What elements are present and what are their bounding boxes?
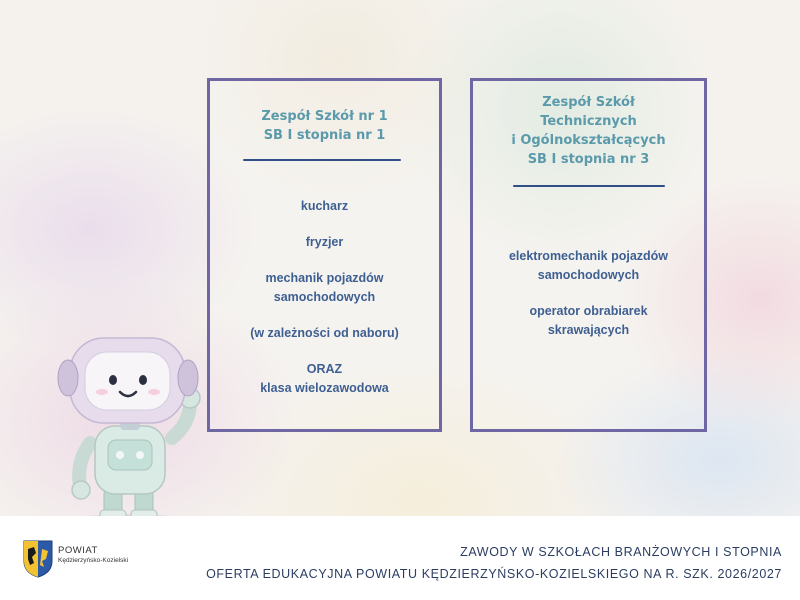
- profession-list-right: [473, 247, 704, 357]
- profession-item: [473, 247, 704, 285]
- footer-subheading: OFERTA EDUKACYJNA POWIATU KĘDZIERZYŃSKO-KOZIELSKIEGO NA R. SZK. 2026/2027: [206, 567, 782, 581]
- county-coat-of-arms-icon: [22, 539, 54, 579]
- profession-text: samochodowych: [273, 290, 376, 304]
- school-name-line: i Ogólnokształcących: [511, 133, 666, 148]
- profession-text: (w zależności od naboru): [250, 326, 399, 340]
- profession-text: ORAZ: [306, 362, 343, 376]
- profession-item: [210, 233, 439, 252]
- logo-title: POWIAT: [58, 545, 98, 556]
- profession-item: [210, 269, 439, 307]
- profession-item: [473, 302, 704, 340]
- school-name-left: [210, 107, 439, 145]
- profession-text: samochodowych: [537, 268, 640, 282]
- school-name-line: Zespół Szkół nr 1: [261, 109, 388, 124]
- profession-text: skrawających: [547, 323, 630, 337]
- brush-divider: [513, 185, 665, 187]
- profession-note: [210, 324, 439, 343]
- school-panel-left: [207, 78, 442, 432]
- profession-text: elektromechanik pojazdów: [508, 249, 669, 263]
- profession-text: mechanik pojazdów: [265, 271, 384, 285]
- brush-divider: [243, 159, 401, 161]
- school-name-line: SB I stopnia nr 3: [527, 152, 650, 167]
- profession-item: [210, 197, 439, 216]
- robot-mascot-icon: [40, 328, 215, 528]
- profession-item: [210, 360, 439, 398]
- profession-list-left: [210, 197, 439, 415]
- logo-subtitle: Kędzierzyńsko-Kozielski: [58, 557, 129, 564]
- school-name-line: SB I stopnia nr 1: [263, 128, 386, 143]
- profession-text: klasa wielozawodowa: [260, 381, 389, 395]
- profession-text: fryzjer: [305, 235, 344, 249]
- school-name-line: Zespół Szkół: [542, 95, 635, 110]
- county-logo-text: [58, 545, 128, 565]
- school-name-right: [473, 93, 704, 169]
- footer-heading: ZAWODY W SZKOŁACH BRANŻOWYCH I STOPNIA: [460, 545, 782, 559]
- school-name-line: Technicznych: [540, 114, 637, 129]
- school-panel-right: [470, 78, 707, 432]
- profession-text: operator obrabiarek: [529, 304, 648, 318]
- profession-text: kucharz: [300, 199, 349, 213]
